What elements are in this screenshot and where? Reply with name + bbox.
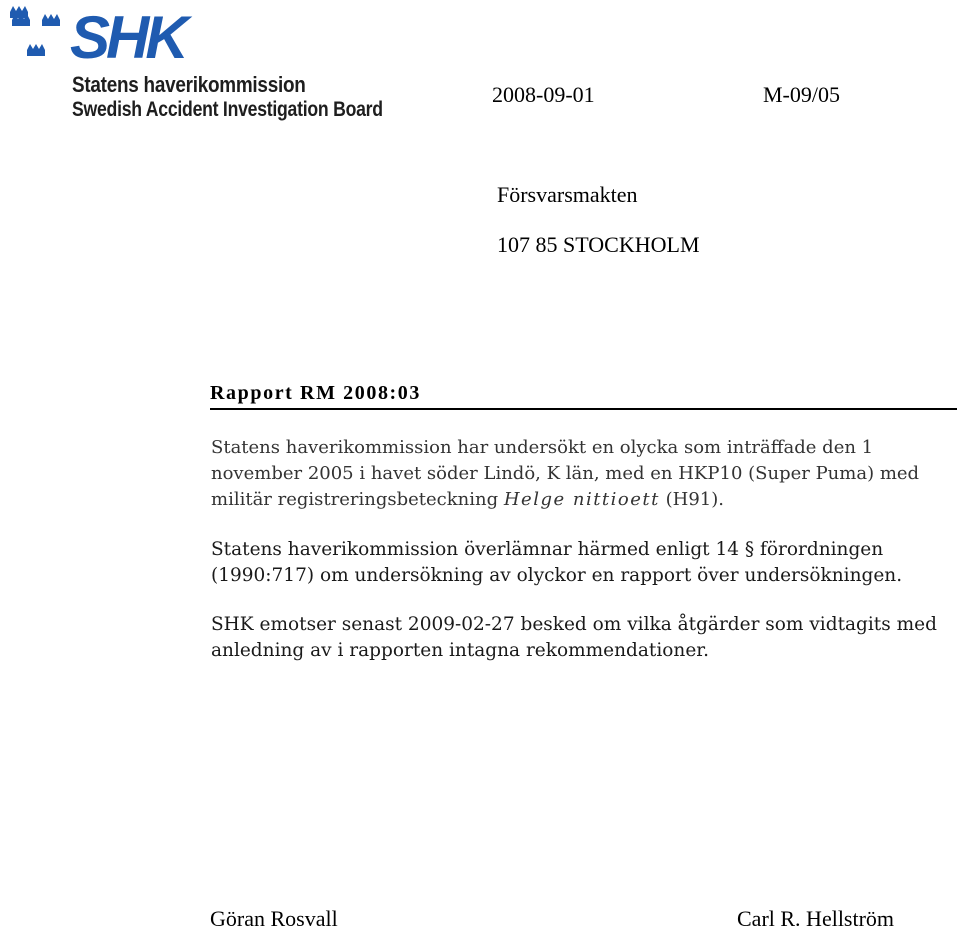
p1-text-before: Statens haverikommission har undersökt en olycka som inträffade den 1 november 2005 i havet söder Lindö, K län, med en HKP10 (Super Puma) med militär registreringsbeteckning [211,437,920,510]
shk-mark-text: SHK [70,10,185,66]
shk-wordmark [70,10,210,66]
report-heading: Rapport RM 2008:03 [210,382,422,404]
recipient-name: Försvarsmakten [497,182,638,207]
paragraph-submission [211,537,951,589]
recipient-address: 107 85 STOCKHOLM [497,232,700,257]
signature-left: Göran Rosvall [210,906,338,931]
letter-date: 2008-09-01 [492,82,595,107]
p2-text-after: förordningen (1990:717) om undersökning av olyckor en rapport över undersökningen. [211,539,903,586]
reference-number: M-09/05 [763,82,840,107]
org-name-swedish: Statens haverikommission [72,72,306,97]
paragraph-investigation [211,435,951,513]
heading-divider [210,408,957,410]
aircraft-designation: Helge nittioett [503,489,660,510]
signature-right: Carl R. Hellström [737,906,895,931]
p1-text-after: (H91). [659,489,724,510]
section-sign: § [744,539,755,560]
three-crowns-icon [10,6,70,70]
org-name-english: Swedish Accident Investigation Board [72,98,383,121]
shk-logo [10,6,383,126]
p2-text-before: Statens haverikommission överlämnar härmed enligt 14 [211,539,745,560]
paragraph-response-request: SHK emotser senast 2009-02-27 besked om vilka åtgärder som vidtagits med anledning av i rapporten intagna rekommendationer. [211,614,937,661]
